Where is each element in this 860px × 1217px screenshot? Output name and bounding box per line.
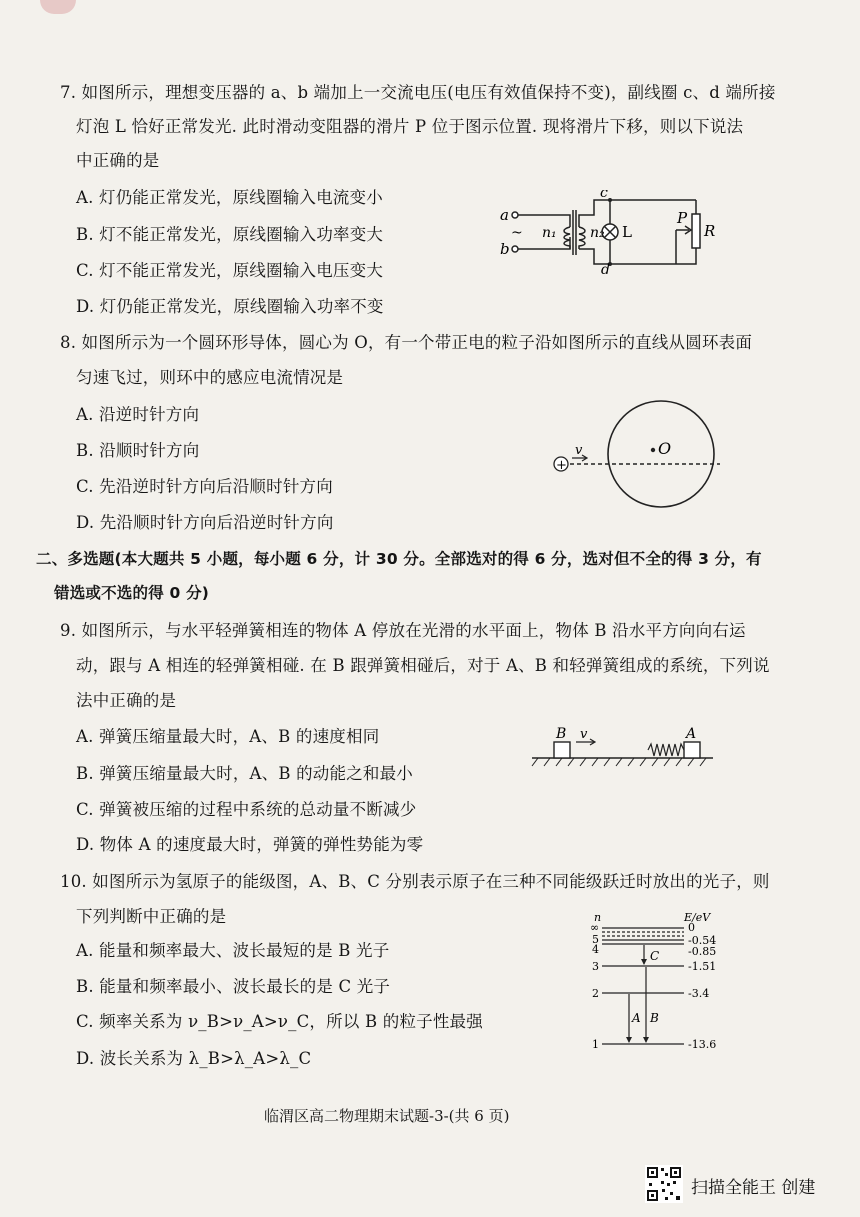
q10-option-c: C. 频率关系为 ν_B>ν_A>ν_C，所以 B 的粒子性最强 (76, 1012, 483, 1031)
level-e-5: -0.54 (688, 934, 717, 947)
q8-option-b: B. 沿顺时针方向 (76, 441, 200, 460)
label-velocity-v: v (580, 727, 588, 742)
level-n-4: 4 (592, 943, 599, 956)
scanner-watermark (645, 1165, 835, 1205)
label-a: a (500, 206, 509, 224)
qr-code-icon (645, 1165, 683, 1203)
label-block-b: B (556, 726, 567, 742)
q10-line-2: 下列判断中正确的是 (76, 907, 227, 926)
q9-option-d: D. 物体 A 的速度最大时，弹簧的弹性势能为零 (76, 835, 424, 854)
scanner-brand-text: 扫描全能王 创建 (691, 1178, 816, 1198)
transformer-figure (492, 190, 722, 275)
q10-option-b: B. 能量和频率最小、波长最长的是 C 光子 (76, 977, 391, 996)
q7-option-a: A. 灯仍能正常发光，原线圈输入电流变小 (76, 188, 383, 207)
q9-option-a: A. 弹簧压缩量最大时，A、B 的速度相同 (76, 727, 380, 746)
level-n-1: 1 (592, 1038, 599, 1051)
q10-option-a: A. 能量和频率最大、波长最短的是 B 光子 (76, 941, 390, 960)
q7-option-d: D. 灯仍能正常发光，原线圈输入功率不变 (76, 297, 384, 316)
label-n1: n₁ (542, 225, 557, 241)
section-2-header-line-1: 二、多选题(本大题共 5 小题，每小题 6 分，计 30 分。全部选对的得 6 分，选对但不全的得 3 分，有 (36, 550, 762, 568)
label-b: b (500, 240, 510, 258)
label-ac-source: ~ (511, 225, 523, 241)
label-energy-axis: E/eV (684, 911, 711, 924)
label-photon-a: A (632, 1011, 641, 1025)
q10-line-1: 10. 如图所示为氢原子的能级图，A、B、C 分别表示原子在三种不同能级跃迁时放出的光子，则 (60, 872, 770, 891)
label-p: P (677, 209, 688, 227)
q8-option-d: D. 先沿顺时针方向后沿逆时针方向 (76, 513, 334, 532)
q8-option-c: C. 先沿逆时针方向后沿顺时针方向 (76, 477, 333, 496)
q8-option-a: A. 沿逆时针方向 (76, 405, 200, 424)
label-d: d (601, 262, 610, 275)
level-n-inf: ∞ (590, 921, 600, 934)
q8-line-1: 8. 如图所示为一个圆环形导体，圆心为 O，有一个带正电的粒子沿如图所示的直线从圆环表面 (60, 333, 753, 352)
label-center-o: O (658, 439, 672, 458)
q9-option-b: B. 弹簧压缩量最大时，A、B 的动能之和最小 (76, 764, 414, 783)
q9-line-3: 法中正确的是 (76, 691, 177, 710)
spring-collision-figure (530, 725, 715, 770)
level-n-2: 2 (592, 987, 599, 1000)
level-n-5: 5 (592, 933, 599, 946)
section-2-header-line-2: 错选或不选的得 0 分) (54, 584, 210, 602)
q9-line-1: 9. 如图所示，与水平轻弹簧相连的物体 A 停放在光滑的水平面上，物体 B 沿水平方向向右运 (60, 621, 746, 640)
label-r: R (704, 222, 716, 240)
level-e-2: -3.4 (688, 987, 710, 1000)
label-block-a: A (686, 726, 697, 742)
label-lamp: L (622, 223, 632, 241)
level-e-4: -0.85 (688, 945, 717, 958)
label-n-axis: n (594, 911, 602, 924)
q7-line-3: 中正确的是 (76, 151, 160, 170)
energy-level-diagram (584, 898, 734, 1058)
positive-charge-icon: + (556, 458, 567, 473)
label-photon-c: C (650, 949, 660, 963)
level-n-3: 3 (592, 960, 599, 973)
label-photon-b: B (650, 1011, 659, 1025)
q7-option-c: C. 灯不能正常发光，原线圈输入电压变大 (76, 261, 384, 280)
level-e-1: -13.6 (688, 1038, 717, 1051)
label-n2: n₂ (590, 225, 605, 241)
q10-option-d: D. 波长关系为 λ_B>λ_A>λ_C (76, 1049, 312, 1068)
corner-stamp-mark (40, 0, 76, 14)
q7-line-1: 7. 如图所示，理想变压器的 a、b 端加上一交流电压(电压有效值保持不变)，副线圈 c、d 端所接 (60, 83, 776, 102)
q8-line-2: 匀速飞过，则环中的感应电流情况是 (76, 368, 344, 387)
page-footer: 临渭区高二物理期末试题-3-(共 6 页) (264, 1107, 510, 1125)
q9-option-c: C. 弹簧被压缩的过程中系统的总动量不断减少 (76, 800, 417, 819)
level-e-3: -1.51 (688, 960, 717, 973)
label-c: c (600, 190, 608, 201)
label-velocity: v (575, 443, 583, 458)
ring-figure (548, 398, 728, 513)
q9-line-2: 动，跟与 A 相连的轻弹簧相碰. 在 B 跟弹簧相碰后，对于 A、B 和轻弹簧组成的系统，下列说 (76, 656, 770, 675)
level-e-inf: 0 (688, 921, 695, 934)
q7-line-2: 灯泡 L 恰好正常发光. 此时滑动变阻器的滑片 P 位于图示位置. 现将滑片下移，则以下说法 (76, 117, 744, 136)
q7-option-b: B. 灯不能正常发光，原线圈输入功率变大 (76, 225, 384, 244)
